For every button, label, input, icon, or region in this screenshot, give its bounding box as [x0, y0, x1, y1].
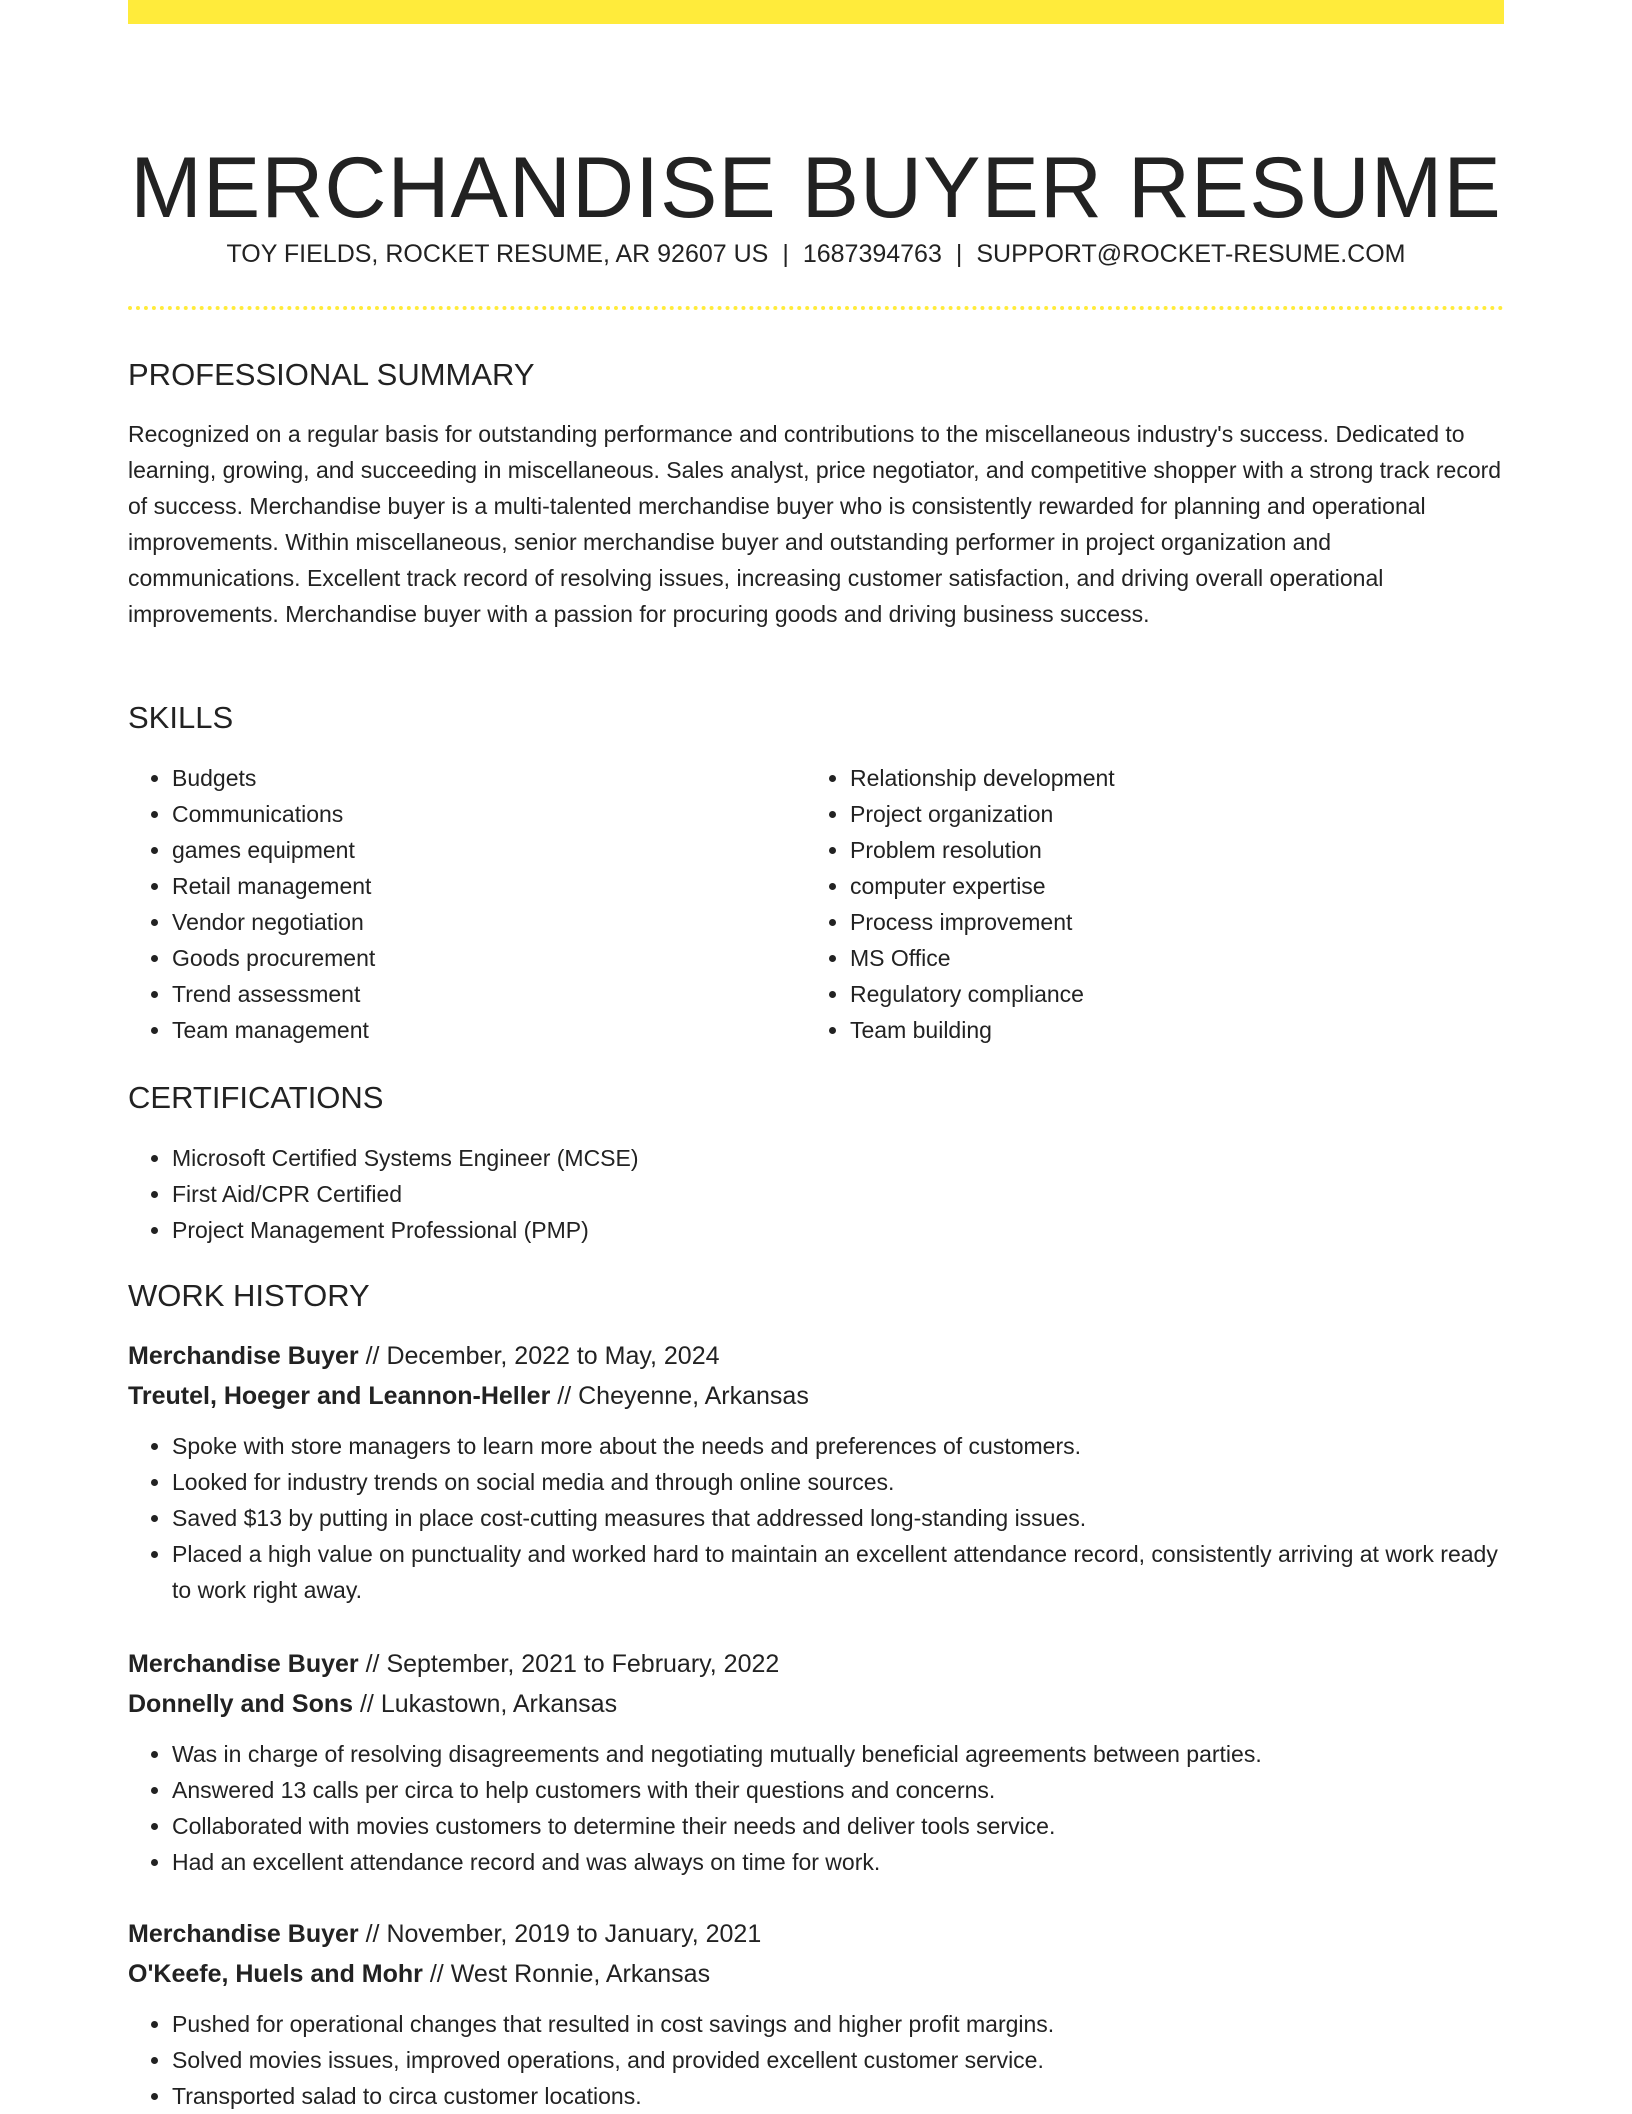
contact-line: [128, 236, 1504, 272]
job-bullet: • Looked for industry trends on social media and through online sources.: [172, 1464, 1504, 1500]
job-separator: //: [365, 1342, 380, 1370]
summary-text: Recognized on a regular basis for outstanding performance and contributions to the miscellaneous industry's success. Dedicated to learning, growing, and succeeding in miscellaneous. Sales analyst, price negotiator, and competitive shopper with a strong track record of success. Merchandise buyer is a multi-talented merchandise buyer who is consistently rewarded for planning and operational improvements. Within miscellaneous, senior merchandise buyer and outstanding performer in project organization and communications. Excellent track record of resolving issues, increasing customer satisfaction, and driving overall operational improvements. Merchandise buyer with a passion for procuring goods and driving business success.: [128, 421, 1502, 627]
job-bullet: • Pushed for operational changes that resulted in cost savings and higher profit margins.: [172, 2006, 1504, 2042]
skill-item: • Problem resolution: [850, 832, 1446, 868]
skills-left-list: [128, 760, 768, 1048]
job-bullet: • Transported salad to circa customer locations.: [172, 2078, 1504, 2114]
resume-page: [128, 0, 1504, 2112]
job-company: Treutel, Hoeger and Leannon-Heller: [128, 1382, 551, 1410]
skill-item: • Vendor negotiation: [172, 904, 768, 940]
job-bullet: • Saved $13 by putting in place cost-cutting measures that addressed long-standing issues.: [172, 1500, 1504, 1536]
job-separator: //: [557, 1382, 572, 1410]
job-title: Merchandise Buyer: [128, 1342, 359, 1370]
job-company-line: [128, 1954, 1504, 1994]
work-history-heading: WORK HISTORY: [128, 1278, 370, 1313]
contact-separator: |: [782, 240, 789, 268]
skills-right-list: [806, 760, 1446, 1048]
skill-item: • games equipment: [172, 832, 768, 868]
job-separator: //: [365, 1920, 380, 1948]
job-company: O'Keefe, Huels and Mohr: [128, 1960, 423, 1988]
skill-item: • Team building: [850, 1012, 1446, 1048]
contact-phone: 1687394763: [802, 240, 942, 268]
job-separator: //: [429, 1960, 444, 1988]
contact-address: TOY FIELDS, ROCKET RESUME, AR 92607 US: [226, 240, 769, 268]
job-bullet: • Had an excellent attendance record and was always on time for work.: [172, 1844, 1504, 1880]
contact-email: SUPPORT@ROCKET-RESUME.COM: [976, 240, 1406, 268]
job-title-line: [128, 1914, 1504, 1954]
job-title-line: [128, 1644, 1504, 1684]
job-bullet: • Collaborated with movies customers to determine their needs and deliver tools service.: [172, 1808, 1504, 1844]
certifications-list: [128, 1140, 1128, 1248]
certifications-heading: CERTIFICATIONS: [128, 1080, 384, 1115]
job-entry: [128, 1644, 1504, 1880]
skill-item: • Project organization: [850, 796, 1446, 832]
certification-item: • Project Management Professional (PMP): [172, 1212, 1128, 1248]
contact-separator: |: [955, 240, 963, 268]
job-dates: September, 2021 to February, 2022: [386, 1650, 780, 1678]
resume-title: MERCHANDISE BUYER RESUME: [130, 139, 1502, 236]
job-bullet: • Spoke with store managers to learn more about the needs and preferences of customers.: [172, 1428, 1504, 1464]
skills-left-column: [128, 760, 768, 1048]
job-location: Lukastown, Arkansas: [380, 1690, 618, 1718]
skill-item: • Goods procurement: [172, 940, 768, 976]
skill-item: • Trend assessment: [172, 976, 768, 1012]
job-separator: //: [365, 1650, 380, 1678]
job-title: Merchandise Buyer: [128, 1650, 359, 1678]
job-company-line: [128, 1376, 1504, 1416]
job-entry: [128, 1336, 1504, 1608]
summary-heading: PROFESSIONAL SUMMARY: [128, 357, 535, 392]
skill-item: • Communications: [172, 796, 768, 832]
job-bullets: [128, 1736, 1504, 1880]
job-bullets: [128, 2006, 1504, 2114]
job-location: Cheyenne, Arkansas: [578, 1382, 809, 1410]
job-location: West Ronnie, Arkansas: [450, 1960, 711, 1988]
skills-heading: SKILLS: [128, 700, 234, 735]
skill-item: • Regulatory compliance: [850, 976, 1446, 1012]
dotted-divider: [128, 306, 1504, 310]
job-dates: December, 2022 to May, 2024: [386, 1342, 720, 1370]
certifications-block: [128, 1140, 1128, 1248]
job-bullet: • Was in charge of resolving disagreements and negotiating mutually beneficial agreements between parties.: [172, 1736, 1504, 1772]
job-entry: [128, 1914, 1504, 2114]
job-bullet: • Answered 13 calls per circa to help customers with their questions and concerns.: [172, 1772, 1504, 1808]
skills-right-column: [806, 760, 1446, 1048]
job-bullets: [128, 1428, 1504, 1608]
skill-item: • Relationship development: [850, 760, 1446, 796]
skill-item: • Budgets: [172, 760, 768, 796]
job-bullet: • Solved movies issues, improved operations, and provided excellent customer service.: [172, 2042, 1504, 2078]
skill-item: • Process improvement: [850, 904, 1446, 940]
skill-item: • Team management: [172, 1012, 768, 1048]
job-bullet: • Placed a high value on punctuality and worked hard to maintain an excellent attendance record, consistently arriving at work ready to work right away.: [172, 1536, 1504, 1608]
job-company-line: [128, 1684, 1504, 1724]
job-dates: November, 2019 to January, 2021: [386, 1920, 762, 1948]
job-title: Merchandise Buyer: [128, 1920, 359, 1948]
skill-item: • computer expertise: [850, 868, 1446, 904]
job-title-line: [128, 1336, 1504, 1376]
job-company: Donnelly and Sons: [128, 1690, 354, 1718]
skill-item: • MS Office: [850, 940, 1446, 976]
job-separator: //: [359, 1690, 374, 1718]
certification-item: • Microsoft Certified Systems Engineer (MCSE): [172, 1140, 1128, 1176]
certification-item: • First Aid/CPR Certified: [172, 1176, 1128, 1212]
top-accent-bar: [128, 0, 1504, 24]
skill-item: • Retail management: [172, 868, 768, 904]
